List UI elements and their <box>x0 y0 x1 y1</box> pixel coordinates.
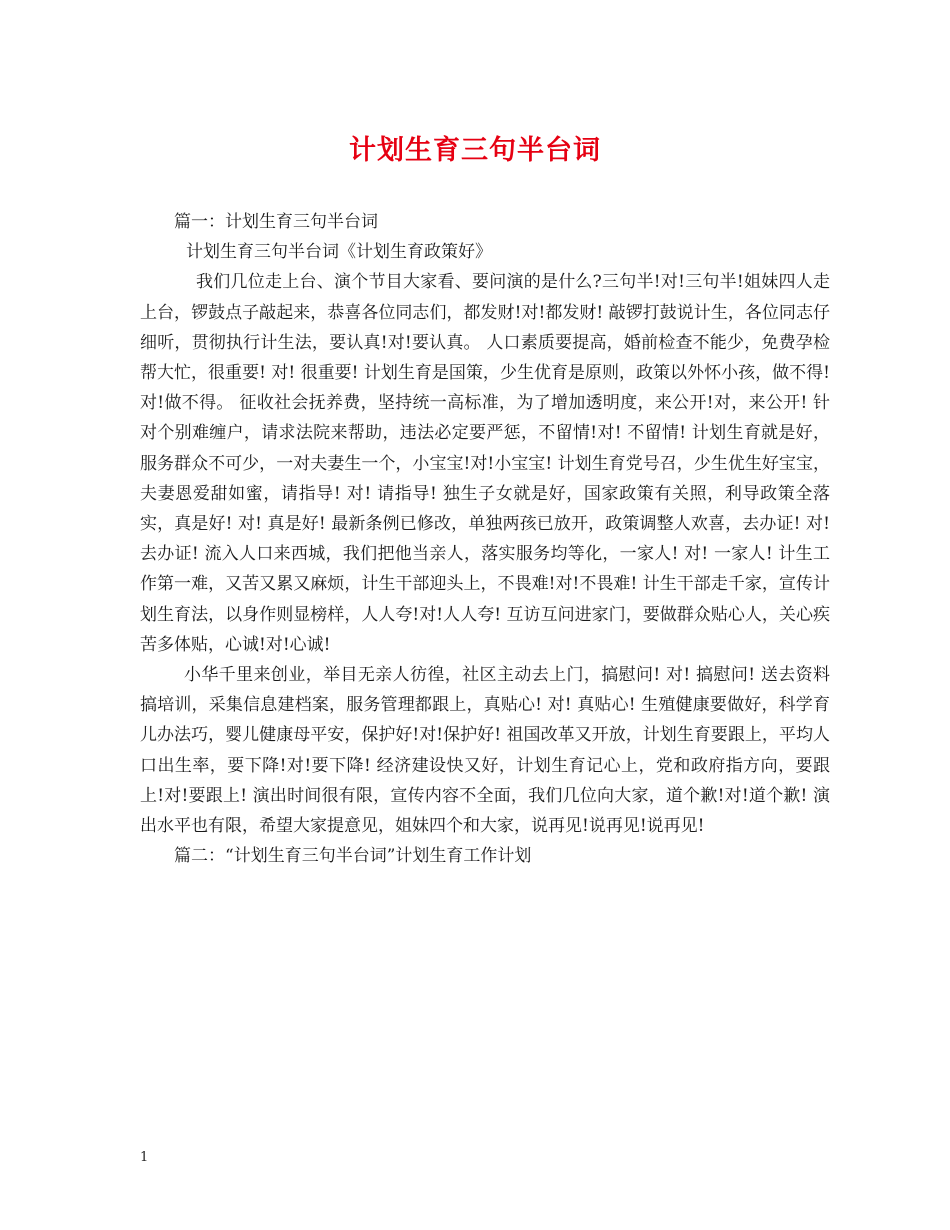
section1-heading: 篇一：计划生育三句半台词 <box>174 212 378 232</box>
paragraph-1: 我们几位走上台、演个节目大家看、要问演的是什么?三句半!对!三句半!姐妹四人走上台，锣鼓点子敲起来，恭喜各位同志们，都发财!对!都发财! 敲锣打鼓说计生，各位同志仔细听，贯彻执行计生法，要认真!对!要认真。 人口素质要提高，婚前检查不能少，免费孕检帮大忙，很重要! 对! 很重要! 计划生育是国策，少生优育是原则，政策以外怀小孩，做不得!对!做不得。 征收社会抚养费，坚持统一高标准，为了增加透明度，来公开!对，来公开! 针对个别难缠户，请求法院来帮助，违法必定要严惩，不留情!对! 不留情! 计划生育就是好，服务群众不可少，一对夫妻生一个，小宝宝!对!小宝宝! 计划生育党号召，少生优生好宝宝，夫妻恩爱甜如蜜，请指导! 对! 请指导! 独生子女就是好，国家政策有关照，利导政策全落实，真是好! 对! 真是好! 最新条例已修改，单独两孩已放开，政策调整人欢喜，去办证! 对! 去办证! 流入人口来西城，我们把他当亲人，落实服务均等化，一家人! 对! 一家人! 计生工作第一难，又苦又累又麻烦，计生干部迎头上，不畏难!对!不畏难! 计生干部走千家，宣传计划生育法，以身作则显榜样，人人夸!对!人人夸! 互访互问进家门，要做群众贴心人，关心疾苦多体贴，心诚!对!心诚! <box>140 272 830 655</box>
paragraph-2: 小华千里来创业，举目无亲人彷徨，社区主动去上门，搞慰问! 对! 搞慰问! 送去资料搞培训，采集信息建档案，服务管理都跟上，真贴心! 对! 真贴心! 生殖健康要做好，科学育儿办法巧，婴儿健康母平安，保护好!对!保护好! 祖国改革又开放，计划生育要跟上，平均人口出生率，要下降!对!要下降! 经济建设快又好，计划生育记心上，党和政府指方向，要跟上!对!要跟上! 演出时间很有限，宣传内容不全面，我们几位向大家，道个歉!对!道个歉! 演出水平也有限，希望大家提意见，姐妹四个和大家，说再见!说再见!说再见! <box>140 665 830 837</box>
page-number: 1 <box>140 1150 149 1165</box>
document-title: 计划生育三句半台词 <box>349 135 601 166</box>
section2-heading: 篇二：“计划生育三句半台词”计划生育工作计划 <box>174 846 532 867</box>
document-body <box>140 207 830 871</box>
section1-subheading: 计划生育三句半台词《计划生育政策好》 <box>186 242 492 263</box>
